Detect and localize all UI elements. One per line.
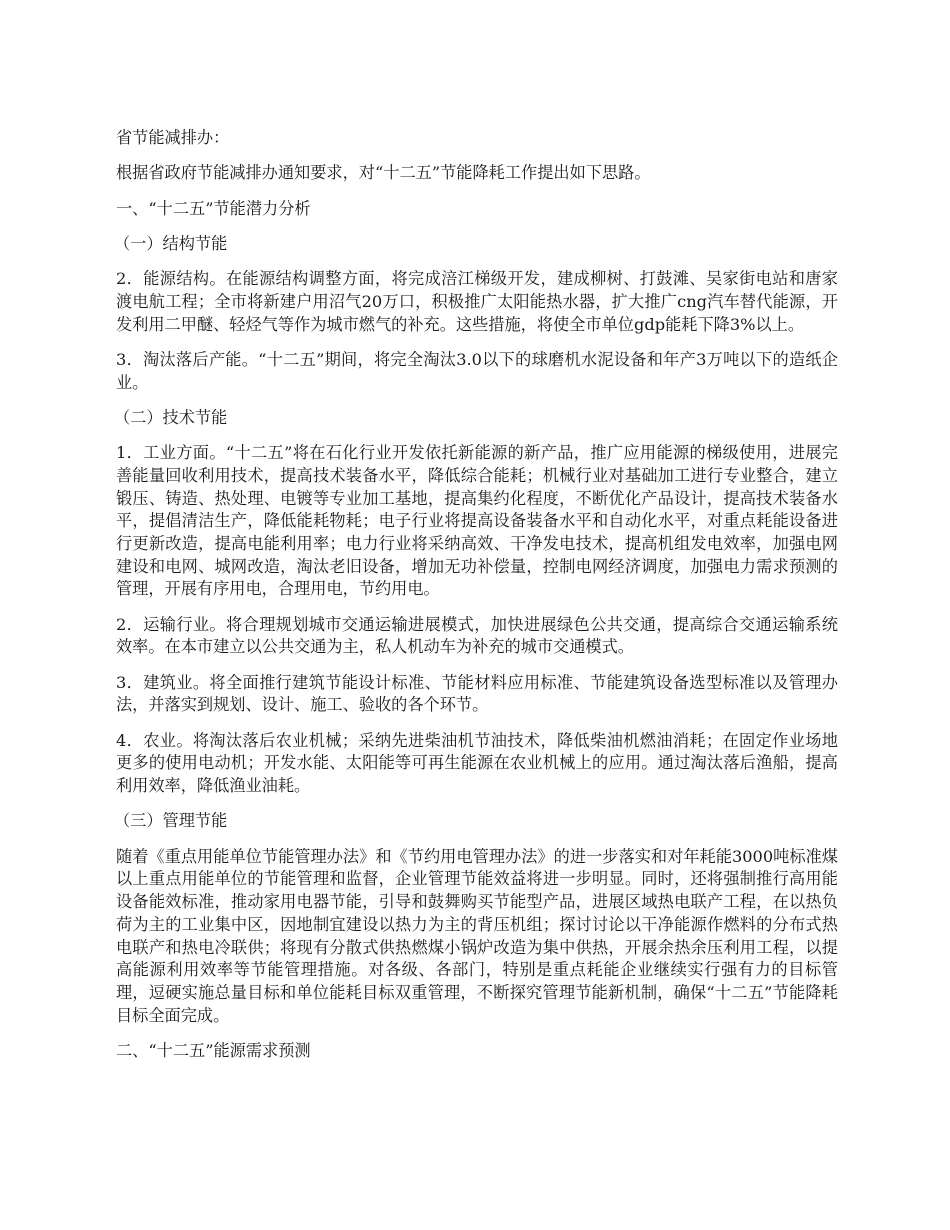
- subsection-heading-structure: （一）结构节能: [114, 233, 228, 253]
- document-body: [116, 127, 838, 1075]
- section-heading-1: 一、“十二五”节能潜力分析: [116, 198, 311, 218]
- paragraph-management: 随着《重点用能单位节能管理办法》和《节约用电管理办法》的进一步落实和对年耗能3000吨标准煤以上重点用能单位的节能管理和监督，企业管理节能效益将进一步明显。同时，还将强制推行高用能设备能效标准，推动家用电器节能，引导和鼓舞购买节能型产品，进展区域热电联产工程，在以热负荷为主的工业集中区，因地制宜建设以热力为主的背压机组；探讨讨论以干净能源作燃料的分布式热电联产和热电冷联供；将现有分散式供热燃煤小锅炉改造为集中供热，开展余热余压利用工程，以提高能源利用效率等节能管理措施。对各级、各部门，特别是重点耗能企业继续实行强有力的目标管理，逗硬实施总量目标和单位能耗目标双重管理，不断探究管理节能新机制，确保“十二五”节能降耗目标全面完成。: [116, 846, 838, 1025]
- subsection-heading-management: （三）管理节能: [114, 811, 228, 831]
- paragraph-transport: 2．运输行业。将合理规划城市交通运输进展模式，加快进展绿色公共交通，提高综合交通运输系统效率。在本市建立以公共交通为主，私人机动车为补充的城市交通模式。: [116, 614, 838, 657]
- paragraph-industry: 1．工业方面。“十二五”将在石化行业开发依托新能源的新产品，推广应用能源的梯级使用，进展完善能量回收利用技术，提高技术装备水平，降低综合能耗；机械行业对基础加工进行专业整合，建立锻压、铸造、热处理、电镀等专业加工基地，提高集约化程度，不断优化产品设计，提高技术装备水平，提倡清洁生产，降低能耗物耗；电子行业将提高设备装备水平和自动化水平，对重点耗能设备进行更新改造，提高电能利用率；电力行业将采纳高效、干净发电技术，提高机组发电效率，加强电网建设和电网、城网改造，淘汰老旧设备，增加无功补偿量，控制电网经济调度，加强电力需求预测的管理，开展有序用电，合理用电，节约用电。: [116, 443, 838, 599]
- intro-paragraph: 根据省政府节能减排办通知要求，对“十二五”节能降耗工作提出如下思路。: [116, 163, 651, 183]
- addressee: 省节能减排办：: [116, 128, 230, 147]
- paragraph-agriculture: 4．农业。将淘汰落后农业机械；采纳先进柴油机节油技术，降低柴油机燃油消耗；在固定作业场地更多的使用电动机；开发水能、太阳能等可再生能源在农业机械上的应用。通过淘汰落后渔船，提高利用效率，降低渔业油耗。: [116, 730, 838, 796]
- paragraph-eliminate-capacity: 3．淘汰落后产能。“十二五”期间，将完全淘汰3.0以下的球磨机水泥设备和年产3万吨以下的造纸企业。: [116, 349, 838, 392]
- paragraph-energy-structure: 2．能源结构。在能源结构调整方面，将完成涪江梯级开发，建成柳树、打鼓滩、吴家街电站和唐家渡电航工程；全市将新建户用沼气20万口，积极推广太阳能热水器，扩大推广cng汽车替代能源，开发利用二甲醚、轻烃气等作为城市燃气的补充。这些措施，将使全市单位gdp能耗下降3%以上。: [116, 269, 838, 334]
- subsection-heading-technology: （二）技术节能: [114, 407, 228, 427]
- section-heading-2: 二、“十二五”能源需求预测: [116, 1040, 311, 1060]
- paragraph-construction: 3．建筑业。将全面推行建筑节能设计标准、节能材料应用标准、节能建筑设备选型标准以及管理办法，并落实到规划、设计、施工、验收的各个环节。: [116, 672, 838, 715]
